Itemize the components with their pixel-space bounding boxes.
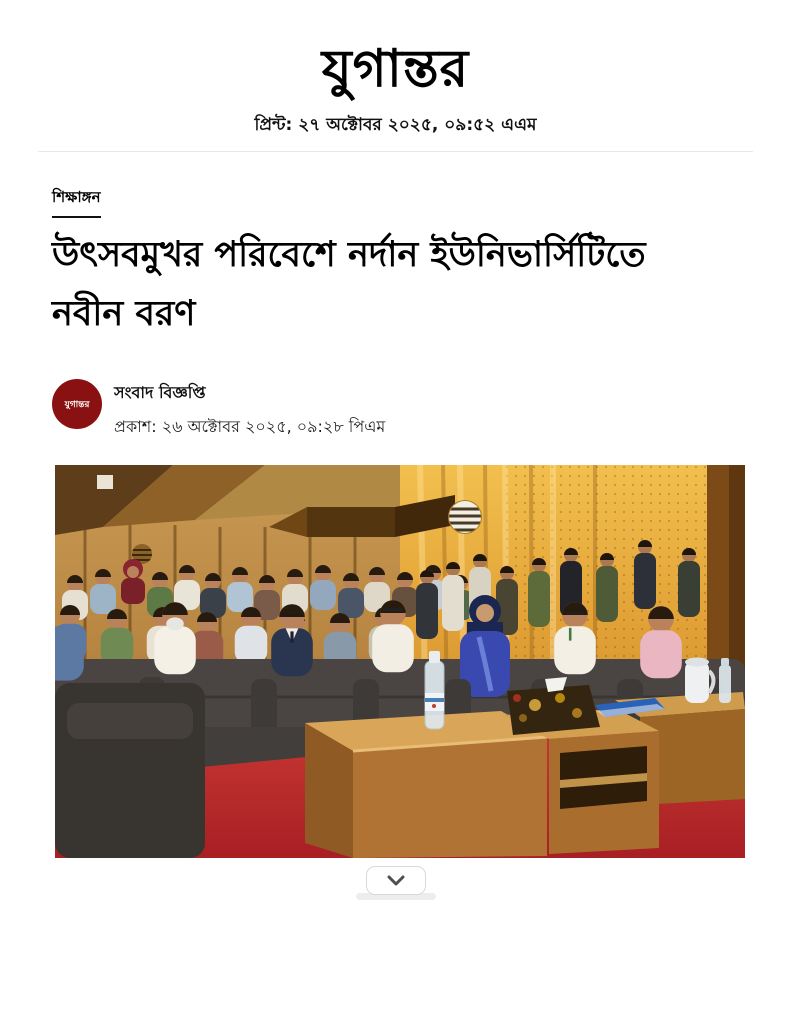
article-headline: উৎসবমুখর পরিবেশে নর্দান ইউনিভার্সিটিতে নবীন বরণ bbox=[52, 235, 646, 334]
source-logo bbox=[52, 379, 102, 429]
byline-text bbox=[114, 379, 385, 441]
chevron-down-icon bbox=[387, 875, 405, 886]
publish-timestamp: প্রকাশ: ২৬ অক্টোবর ২০২৫, ০৯:২৮ পিএম bbox=[114, 417, 386, 436]
category-link[interactable]: শিক্ষাঙ্গন bbox=[52, 186, 101, 218]
expander bbox=[0, 866, 791, 900]
article-photo bbox=[55, 465, 745, 858]
print-timestamp: প্রিন্ট: ২৭ অক্টোবর ২০২৫, ০৯:৫২ এএম bbox=[254, 115, 537, 135]
source-logo-text: যুগান্তর bbox=[64, 399, 90, 410]
masthead-logo[interactable]: যুগান্তর bbox=[321, 38, 470, 99]
auditorium-scene-illustration bbox=[55, 465, 745, 858]
source-name: সংবাদ বিজ্ঞপ্তি bbox=[114, 383, 206, 402]
expand-button[interactable] bbox=[366, 866, 426, 895]
divider bbox=[38, 151, 753, 152]
byline bbox=[52, 379, 385, 441]
